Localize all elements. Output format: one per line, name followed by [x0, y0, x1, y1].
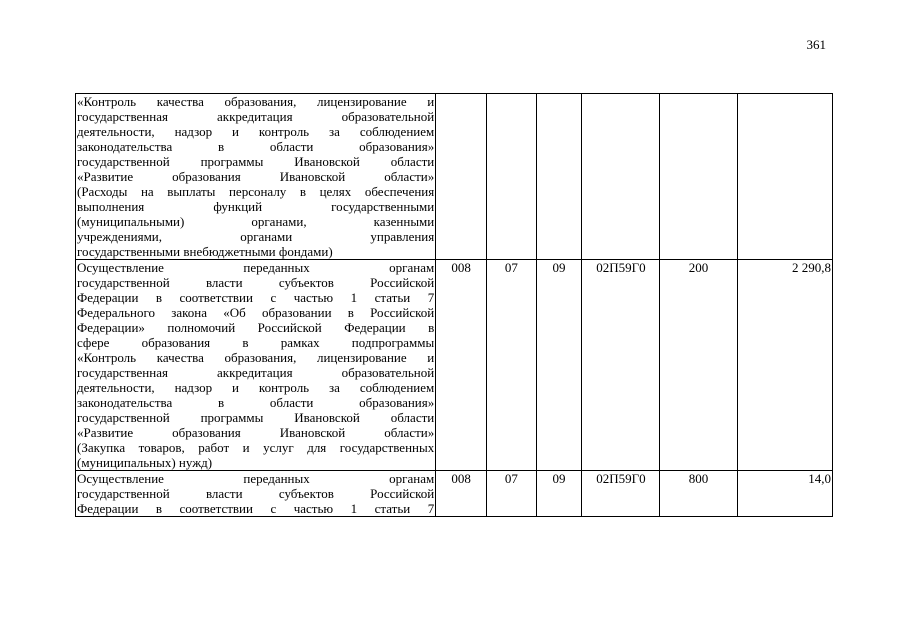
description-line: (Расходы на выплаты персоналу в целях обеспечения [77, 184, 435, 199]
description-line: государственной власти субъектов Российской [77, 486, 435, 501]
amount [737, 94, 832, 260]
description-line: Федерации» полномочий Российской Федерации в [77, 320, 435, 335]
section-code: 07 [486, 260, 536, 471]
table-row [76, 94, 833, 260]
section-code: 07 [486, 471, 536, 517]
row-description [76, 471, 436, 517]
section-code [486, 94, 536, 260]
description-line: (муниципальных) нужд) [77, 455, 213, 470]
subsection-code [536, 94, 582, 260]
description-line: «Контроль качества образования, лицензирование и [77, 94, 435, 109]
description-line: (Закупка товаров, работ и услуг для государственных [77, 440, 435, 455]
description-line: законодательства в области образования» [77, 395, 435, 410]
description-line: государственной программы Ивановской области [77, 154, 435, 169]
subsection-code: 09 [536, 260, 582, 471]
description-line: деятельности, надзор и контроль за соблюдением [77, 380, 435, 395]
description-line: «Контроль качества образования, лицензирование и [77, 350, 435, 365]
row-description [76, 260, 436, 471]
description-line: (муниципальными) органами, казенными [77, 214, 435, 229]
description-line: Федерального закона «Об образовании в Российской [77, 305, 435, 320]
page-number: 361 [806, 37, 826, 52]
description-line: Федерации в соответствии с частью 1 статьи 7 [77, 501, 435, 516]
description-line: государственной власти субъектов Российской [77, 275, 435, 290]
expense-type-code [660, 94, 737, 260]
row-description [76, 94, 436, 260]
description-line: выполнения функций государственными [77, 199, 435, 214]
table-body [76, 94, 833, 517]
description-line: Осуществление переданных органам [77, 471, 435, 486]
ministry-code [436, 94, 487, 260]
description-line: Федерации в соответствии с частью 1 статьи 7 [77, 290, 435, 305]
description-line: Осуществление переданных органам [77, 260, 435, 275]
target-article-code: 02П59Г0 [582, 471, 660, 517]
description-line: учреждениями, органами управления [77, 229, 435, 244]
description-line: государственная аккредитация образовательной [77, 109, 435, 124]
description-line: государственными внебюджетными фондами) [77, 244, 333, 259]
table-row [76, 471, 833, 517]
description-line: государственной программы Ивановской области [77, 410, 435, 425]
expense-type-code: 200 [660, 260, 737, 471]
table-row [76, 260, 833, 471]
ministry-code: 008 [436, 471, 487, 517]
description-line: «Развитие образования Ивановской области» [77, 169, 435, 184]
expense-type-code: 800 [660, 471, 737, 517]
description-line: «Развитие образования Ивановской области» [77, 425, 435, 440]
description-line: сфере образования в рамках подпрограммы [77, 335, 435, 350]
amount: 2 290,8 [737, 260, 832, 471]
amount: 14,0 [737, 471, 832, 517]
ministry-code: 008 [436, 260, 487, 471]
target-article-code [582, 94, 660, 260]
budget-table [75, 93, 833, 517]
target-article-code: 02П59Г0 [582, 260, 660, 471]
subsection-code: 09 [536, 471, 582, 517]
description-line: деятельности, надзор и контроль за соблюдением [77, 124, 435, 139]
description-line: законодательства в области образования» [77, 139, 435, 154]
description-line: государственная аккредитация образовательной [77, 365, 435, 380]
